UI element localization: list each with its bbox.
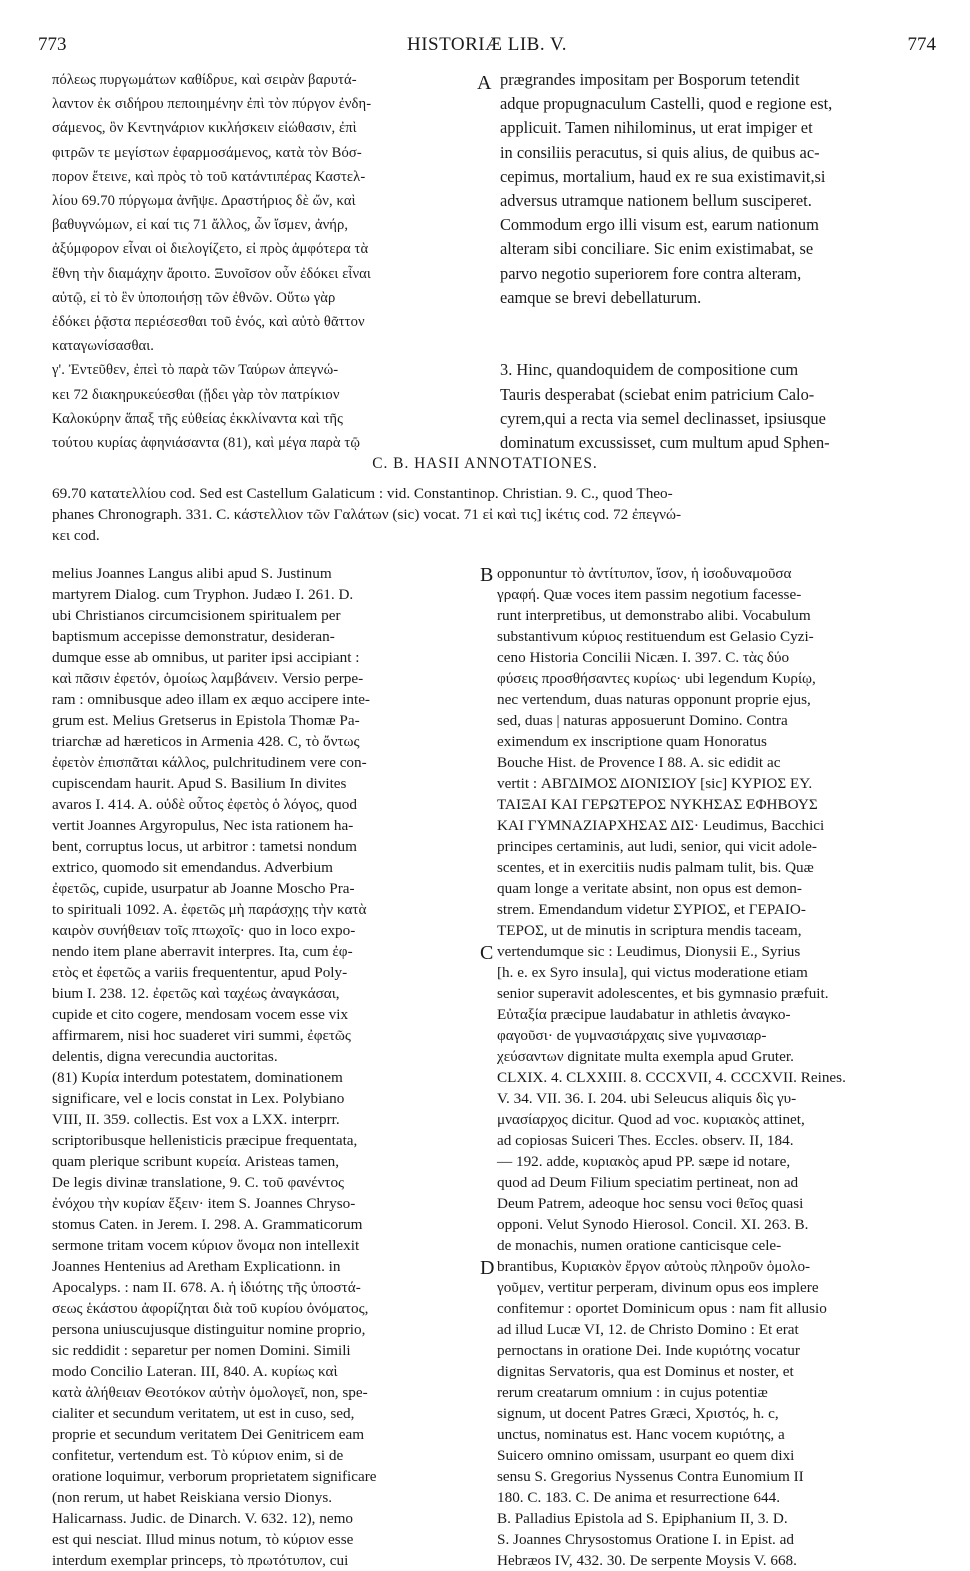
greek-line: πόλεως πυργωμάτων καθίδρυε, καὶ σειρὰν βαρυτά- — [52, 72, 357, 88]
latin-line: 3. Hinc, quandoquidem de compositione cum — [500, 360, 799, 380]
annotation-line: runt interpretibus, ut demonstrabo alibi. Vocabulum — [497, 607, 811, 624]
annotation-line: sensu S. Gregorius Nyssenus Contra Eunomium II — [497, 1468, 804, 1485]
greek-line: κει 72 διακηρυκεύεσθαι (ᾔδει γὰρ τὸν πατρίκιον — [52, 386, 340, 403]
annotation-line: delentis, digna verecundia auctoritas. — [52, 1048, 278, 1065]
annotation-line: bium I. 238. 12. ἐφετῶς καὶ ταχέως ἀναγκάσαι, — [52, 985, 340, 1002]
annotation-line: opponuntur τὸ ἀντίτυπον, ἴσον, ἡ ἰσοδυναμοῦσα — [497, 565, 792, 582]
annotation-line: vertit : ΑΒΓΔΙΜΟΣ ΔΙΟΝΙΣΙΟΥ [sic] ΚΥΡΙΟΣ ΕΥ. — [497, 775, 813, 792]
annotation-line: γραφή. Quæ voces item passim negotium facesse- — [497, 586, 802, 603]
annotation-line: Apocalyps. : nam II. 678. A. ἡ ἰδιότης τῆς ὑποστά- — [52, 1279, 361, 1296]
annotation-line: Hebræos IV, 432. 30. De serpente Moysis V. 668. — [497, 1552, 797, 1569]
greek-line: ἀξύμφορον εἶναι οἱ διελογίζετο, εἰ πρὸς ἀμφότερα τὰ — [52, 241, 369, 258]
annotation-line: (non rerum, ut habet Reiskiana versio Dionys. — [52, 1489, 333, 1506]
annotation-line: V. 34. VII. 36. I. 204. ubi Seleucus aliquis δὶς γυ- — [497, 1090, 797, 1107]
annotation-line: sermone tritam vocem κύριον ὄνομα non intellexit — [52, 1237, 360, 1254]
annotation-line: significare, vel e locis constat in Lex. Polybiano — [52, 1090, 345, 1107]
annotation-line: κατὰ ἀλήθειαν Θεοτόκον αὐτὴν ὁμολογεῖ, non, spe- — [52, 1384, 368, 1401]
annotation-line: ΚΑΙ ΓΥΜΝΑΖΙΑΡΧΗΣΑΣ ΔΙΣ· Leudimus, Bacchici — [497, 817, 825, 834]
annotation-line: stomus Caten. in Jerem. I. 298. A. Grammaticorum — [52, 1216, 363, 1233]
latin-line — [500, 310, 940, 334]
annotation-line: grum est. Melius Gretserus in Epistola Thomæ Pa- — [52, 712, 360, 729]
annotation-line: substantivum κύριος restituendum est Gelasio Cyzi- — [497, 628, 814, 645]
annotation-line: avaros I. 414. A. οὐδὲ οὗτος ἐφετὸς ὁ λόγος, quod — [52, 796, 357, 813]
annotation-line: ἐνόχου τὴν κυρίαν ἕξειν· item S. Joannes Chryso- — [52, 1195, 356, 1212]
annotation-line: nendo item plane aberravit interpres. Ita, cum ἐφ- — [52, 943, 353, 960]
annotation-line: quod ad Deum Filium speciatim pertineat, non ad — [497, 1174, 799, 1191]
annotation-line: interdum exemplar princeps, τὸ πρωτότυπον, cui — [52, 1552, 349, 1569]
latin-line: eamque se brevi debellaturum. — [500, 287, 702, 307]
annotation-line: cupide et cito cogere, mendosam vocem esse vix — [52, 1006, 349, 1023]
annotation-line: bent, corruptus locus, ut arbitror : tametsi nondum — [52, 838, 357, 855]
annotation-line: Halicarnass. Judic. de Dinarch. V. 632. 12), nemo — [52, 1510, 354, 1527]
annotation-line: — 192. adde, κυριακὸς apud PP. sæpe id notare, — [497, 1153, 791, 1170]
annotation-line: [h. e. ex Syro insula], qui victus moderatione etiam — [497, 964, 808, 981]
annotation-line: S. Joannes Chrysostomus Oratione I. in Epist. ad — [497, 1531, 794, 1548]
annotation-line: φύσεις προσθήσαντες κυρίως· ubi legendum Κυρίῳ, — [497, 670, 816, 687]
annotation-line: φαγοῦσι· de γυμνασιάρχαις sive γυμνασιαρ- — [497, 1027, 767, 1044]
greek-line: ἐδόκει ῥᾷστα περιέσεσθαι τοῦ ἑνός, καὶ αὐτὸ θᾶττον — [52, 314, 365, 331]
annotation-line: brantibus, Κυριακὸν ἔργον αὐτοὺς πληροῦν ὁμολο- — [497, 1258, 811, 1275]
greek-line: βαθυγνώμων, εἰ καί τις 71 ἄλλος, ὧν ἴσμεν, ἀνήρ, — [52, 217, 349, 234]
annotation-line: Joannes Hentenius ad Aretham Explicationn. in — [52, 1258, 341, 1275]
annotation-line: eximendum ex inscriptione quam Honoratus — [497, 733, 767, 750]
greek-text-column — [52, 68, 467, 458]
annotation-line: principes certaminis, aut ludi, senior, qui vicit adole- — [497, 838, 817, 855]
annotation-line: Suicero omnino omissam, usurpant eo quem dixi — [497, 1447, 795, 1464]
latin-line: cyrem,qui a recta via semel declinasset, ipsiusque — [500, 408, 826, 428]
annotation-line: signum, ut docent Patres Græci, Χριστός, h. c, — [497, 1405, 779, 1422]
annotation-line: sic reddidit : separetur per nomen Domini. Simili — [52, 1342, 351, 1359]
page-number-right: 774 — [907, 34, 936, 55]
latin-line: in consiliis peracutus, si quis alius, de quibus ac- — [500, 142, 820, 162]
greek-line: λαντον ἐκ σιδήρου πεποιημένην ἐπὶ τὸν πύργον ἐνδη- — [52, 96, 372, 113]
greek-line: ἔθνη τὴν διαμάχην ἄροιτο. Ξυνοῖσον οὖν ἐδόκει εἶναι — [52, 265, 371, 282]
annotation-line: quam plerique scribunt κυρεία. Aristeas tamen, — [52, 1153, 340, 1170]
annotation-line: Deum Patrem, adeoque hoc sensu voci θεῖος quasi — [497, 1195, 804, 1212]
annotation-line: γοῦμεν, vertitur perperam, divinum opus eos implere — [497, 1279, 819, 1296]
greek-line: λίου 69.70 πύργωμα ἀνῆψε. Δραστήριος δὲ ὤν, καὶ — [52, 193, 356, 210]
annotation-line: rerum creatarum omnium : in cujus potentiæ — [497, 1384, 768, 1401]
critical-note-line: phanes Chronograph. 331. C. κάστελλιον τῶν Γαλάτων (sic) vocat. 71 εἰ καὶ τις] ἱκέτις cod. 72 ἐπεγνώ- — [52, 506, 682, 523]
annotation-line: vertit Joannes Argyropulus, Nec ista rationem ha- — [52, 817, 354, 834]
annotation-line: ram : omnibusque adeo illam ex æquo accipere inte- — [52, 691, 370, 708]
annotation-line: VIII, II. 359. collectis. Est vox a LXX. interprr. — [52, 1111, 340, 1128]
critical-apparatus — [52, 483, 942, 546]
latin-line: Tauris desperabat (sciebat enim patricium Calo- — [500, 384, 815, 404]
annotation-line: scentes, et in exercitiis nudis palmam tulit, bis. Quæ — [497, 859, 814, 876]
page-number-left: 773 — [38, 34, 67, 55]
annotation-line: cialiter et secundum veritatem, ut est in cuso, sed, — [52, 1405, 355, 1422]
annotations-right-column — [497, 563, 939, 1569]
annotation-line: proprie et secundum veritatem Dei Genitricem eam — [52, 1426, 365, 1443]
annotation-line: sed, duas | naturas apposuerunt Domino. Contra — [497, 712, 788, 729]
latin-line: adversus utramque nationem bellum susciperet. — [500, 191, 812, 211]
annotation-line: extrico, quomodo sit emendandus. Adverbium — [52, 859, 333, 876]
annotation-line: ἐφετὸν ἐπισπᾶται κάλλος, pulchritudinem vere con- — [52, 754, 367, 771]
annotation-line: καιρὸν συνήθειαν τοῖς πτωχοῖς· quo in loco expo- — [52, 922, 356, 939]
annotation-line: triarchæ ad hæreticos in Armenia 428. C, τὸ ὄντως — [52, 733, 360, 750]
annotation-line: modo Concilio Lateran. III, 840. A. κυρίως καὶ — [52, 1363, 338, 1380]
latin-line: applicuit. Tamen nihilominus, ut erat impiger et — [500, 118, 813, 138]
annotation-line: to spirituali 1092. A. ἐφετῶς μὴ παράσχῃς τὴν κατὰ — [52, 901, 367, 918]
annotation-line: σεως ἑκάστου ἀφορίζηται διὰ τοῦ κυρίου ὀνόματος, — [52, 1300, 369, 1317]
greek-line: Καλοκύρην ἅπαξ τῆς εὐθείας ἐκκλίναντα καὶ τῆς — [52, 410, 344, 427]
latin-line: adque propugnaculum Castelli, quod e regione est, — [500, 94, 833, 114]
annotation-line: ubi Christianos circumcisionem spiritualem per — [52, 607, 341, 624]
running-title: HISTORIÆ LIB. V. — [406, 34, 568, 55]
annotation-line: scriptoribusque hellenisticis præcipue frequentata, — [52, 1132, 358, 1149]
annotation-line: pernoctans in oratione Dei. Inde κυριότης vocatur — [497, 1342, 800, 1359]
annotation-line: CLXIX. 4. CLXXIII. 8. CCCXVII, 4. CCCXVII. Reines. — [497, 1069, 846, 1086]
annotation-line: unctus, nominatus est. Hanc vocem κυριότης, a — [497, 1426, 785, 1443]
annotation-line: ἐφετῶς, cupide, usurpatur ab Joanne Moscho Pra- — [52, 880, 355, 897]
latin-line: dominatum excussisset, cum multum apud Sphen- — [500, 433, 830, 453]
latin-line — [500, 334, 940, 358]
annotation-line: confitemur : oportet Dominicum opus : nam fit allusio — [497, 1300, 827, 1317]
annotations-left-column — [52, 563, 474, 1569]
greek-line: αὐτῷ, εἰ τὸ ἓν ὑποποιήσῃ τῶν ἐθνῶν. Οὕτω γὰρ — [52, 289, 336, 306]
annotation-line: persona uniuscujusque distinguitur nomine proprio, — [52, 1321, 366, 1338]
greek-line: τούτου κυρίας ἀφηνιάσαντα (81), καὶ μέγα παρὰ τῷ — [52, 435, 361, 452]
annotation-line: de monachis, numen oratione canticisque cele- — [497, 1237, 782, 1254]
critical-note-line: 69.70 κατατελλίου cod. Sed est Castellum Galaticum : vid. Constantinop. Christian. 9. C., quod Theo- — [52, 485, 673, 502]
annotation-line: Εὐταξία præcipue laudabatur in athletis ἀναγκο- — [497, 1006, 791, 1023]
annotation-line: ceno Historia Concilii Nicæn. I. 397. C. τὰς δύο — [497, 649, 790, 666]
annotation-line: senior superavit adolescentes, et bis gymnasio præfuit. — [497, 985, 829, 1002]
latin-line: cepimus, mortalium, haud ex re sua existimavit,si — [500, 166, 826, 186]
annotation-line: B. Palladius Epistola ad S. Epiphanium II, 3. D. — [497, 1510, 788, 1527]
annotation-line: μνασίαρχος dicitur. Quod ad voc. κυριακὸς attinet, — [497, 1111, 805, 1128]
latin-line: parvo negotio superiorem fore contra alteram, — [500, 263, 802, 283]
latin-text-column — [500, 68, 940, 458]
annotation-line: De legis divinæ translatione, 9. C. τοῦ φανέντος — [52, 1174, 345, 1191]
annotation-line: nec vertendum, duas naturas opponunt proprie ejus, — [497, 691, 811, 708]
annotation-line: confitetur, vertendum est. Τὸ κύριον enim, si de — [52, 1447, 344, 1464]
annotation-line: χεύσαντων dignitate multa exempla apud Gruter. — [497, 1048, 794, 1065]
latin-line: alteram sibi conciliare. Sic enim existimabat, se — [500, 239, 814, 259]
annotations-heading: C. B. HASII ANNOTATIONES. — [372, 455, 598, 472]
annotation-line: affirmarem, nisi hoc suaderet viri summi, ἐφετῶς — [52, 1027, 351, 1044]
margin-marker-d: D — [480, 1257, 495, 1279]
annotation-line: Bouche Hist. de Provence I 88. A. sic edidit ac — [497, 754, 781, 771]
margin-marker-b: B — [480, 564, 494, 586]
latin-line: prægrandes impositam per Bosporum tetendit — [500, 70, 800, 89]
annotation-line: quam longe a veritate absint, non opus est demon- — [497, 880, 802, 897]
latin-line: Commodum ergo illi visum est, earum nationum — [500, 215, 819, 235]
margin-marker-c: C — [480, 942, 494, 964]
annotation-line: (81) Κυρία interdum potestatem, dominationem — [52, 1069, 343, 1086]
greek-line: φιτρῶν τε μεγίστων ἐφαρμοσάμενος, κατὰ τὸν Βόσ- — [52, 144, 362, 161]
margin-marker-a: A — [477, 72, 492, 94]
annotation-line: baptismum accepisse demonstratur, desideran- — [52, 628, 335, 645]
greek-line: καταγωνίσασθαι. — [52, 338, 155, 355]
annotation-line: melius Joannes Langus alibi apud S. Justinum — [52, 565, 332, 582]
annotation-line: dumque esse ab omnibus, ut pariter ipsi accipiant : — [52, 649, 360, 666]
annotation-line: ad copiosas Suiceri Thes. Eccles. observ. II, 184. — [497, 1132, 794, 1149]
annotation-line: 180. C. 183. C. De anima et resurrectione 644. — [497, 1489, 781, 1506]
annotation-line: est qui nesciat. Illud minus notum, τὸ κύριον esse — [52, 1531, 354, 1548]
annotation-line: oratione loquimur, verborum proprietatem significare — [52, 1468, 377, 1485]
annotation-line: strem. Emendandum videtur ΣΥΡΙΟΣ, et ΓΕΡΑΙΟ- — [497, 901, 806, 918]
annotation-line: ad illud Lucæ VI, 12. de Christo Domino : Et erat — [497, 1321, 799, 1338]
annotation-line: ετὸς et ἐφετῶς a variis frequententur, apud Poly- — [52, 964, 348, 981]
critical-note-line: κει cod. — [52, 527, 100, 544]
greek-line: γ'. Ἐντεῦθεν, ἐπεὶ τὸ παρὰ τῶν Ταύρων ἀπεγνώ- — [52, 362, 339, 379]
annotation-line: cupiscendam haurit. Apud S. Basilium In divites — [52, 775, 347, 792]
annotation-line: vertendumque sic : Leudimus, Dionysii E., Syrius — [497, 943, 801, 960]
greek-line: σάμενος, ὃν Κεντηνάριον κικλήσκειν εἰώθασιν, ἐπὶ — [52, 120, 357, 137]
annotation-line: ΤΑΙΞΑΙ ΚΑΙ ΓΕΡΩΤΕΡΟΣ ΝΥΚΗΣΑΣ ΕΦΗΒΟΥΣ — [497, 796, 818, 813]
annotation-line: ΤΕΡΟΣ, ut de minutis in scriptura mendis taceam, — [497, 922, 802, 939]
running-header — [38, 34, 936, 58]
annotation-line: καὶ πᾶσιν ἐφετόν, ὁμοίως λαμβάνειν. Versio perpe- — [52, 670, 364, 687]
greek-line: πορον ἔτεινε, καὶ πρὸς τὸ τοῦ κατάντιπέρας Καστελ- — [52, 168, 366, 185]
annotation-line: dignitas Servatoris, qua est Dominus et noster, et — [497, 1363, 794, 1380]
annotation-line: opponi. Velut Synodo Hierosol. Concil. XI. 263. B. — [497, 1216, 809, 1233]
annotation-line: martyrem Dialog. cum Tryphon. Judæo I. 261. D. — [52, 586, 354, 603]
